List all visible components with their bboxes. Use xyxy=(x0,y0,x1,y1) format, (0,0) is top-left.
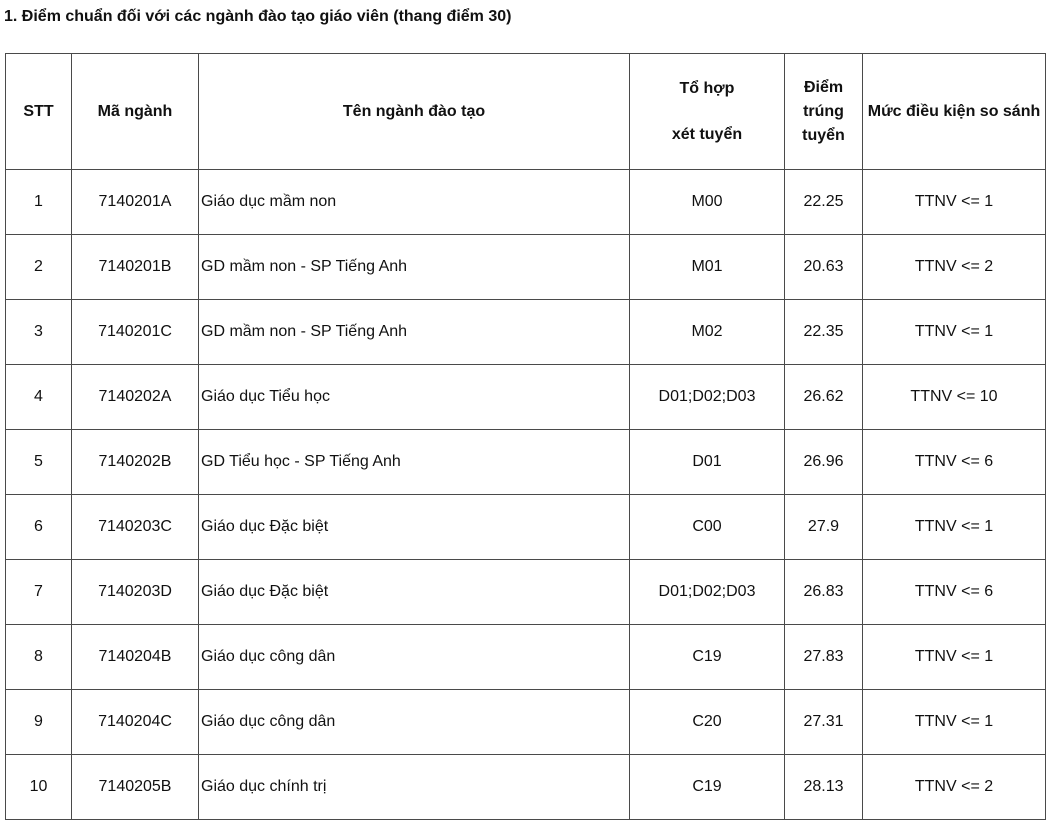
cell-code: 7140204B xyxy=(72,625,199,690)
cell-name: Giáo dục công dân xyxy=(199,690,630,755)
cell-condition: TTNV <= 6 xyxy=(863,560,1046,625)
cell-stt: 9 xyxy=(6,690,72,755)
cell-name: Giáo dục Đặc biệt xyxy=(199,560,630,625)
header-condition: Mức điều kiện so sánh xyxy=(863,54,1046,170)
table-row xyxy=(6,560,1046,625)
header-score-line1: Điểm xyxy=(803,78,844,96)
header-name: Tên ngành đào tạo xyxy=(199,54,630,170)
header-code: Mã ngành xyxy=(72,54,199,170)
cell-score: 27.9 xyxy=(785,495,863,560)
cell-stt: 1 xyxy=(6,170,72,235)
cell-name: GD mầm non - SP Tiếng Anh xyxy=(199,300,630,365)
table-row xyxy=(6,235,1046,300)
table-row xyxy=(6,625,1046,690)
table-row xyxy=(6,365,1046,430)
cell-condition: TTNV <= 1 xyxy=(863,170,1046,235)
cell-stt: 10 xyxy=(6,755,72,820)
cell-code: 7140201C xyxy=(72,300,199,365)
cell-condition: TTNV <= 6 xyxy=(863,430,1046,495)
cell-condition: TTNV <= 1 xyxy=(863,690,1046,755)
table-body xyxy=(6,170,1046,820)
cell-code: 7140201B xyxy=(72,235,199,300)
cell-name: GD mầm non - SP Tiếng Anh xyxy=(199,235,630,300)
cell-combination: D01 xyxy=(630,430,785,495)
cell-stt: 6 xyxy=(6,495,72,560)
header-combination xyxy=(630,54,785,170)
header-score-line2: trúng xyxy=(803,102,844,120)
table-row xyxy=(6,755,1046,820)
table-row xyxy=(6,430,1046,495)
cell-score: 20.63 xyxy=(785,235,863,300)
cell-combination: C19 xyxy=(630,625,785,690)
cell-code: 7140203C xyxy=(72,495,199,560)
cell-condition: TTNV <= 1 xyxy=(863,625,1046,690)
cell-code: 7140205B xyxy=(72,755,199,820)
cell-name: Giáo dục mầm non xyxy=(199,170,630,235)
cell-score: 27.31 xyxy=(785,690,863,755)
cell-stt: 8 xyxy=(6,625,72,690)
cell-combination: C20 xyxy=(630,690,785,755)
cell-score: 27.83 xyxy=(785,625,863,690)
cell-condition: TTNV <= 1 xyxy=(863,495,1046,560)
cell-code: 7140202B xyxy=(72,430,199,495)
cell-score: 22.35 xyxy=(785,300,863,365)
table-row xyxy=(6,170,1046,235)
cell-combination: C00 xyxy=(630,495,785,560)
cell-combination: D01;D02;D03 xyxy=(630,560,785,625)
cell-condition: TTNV <= 2 xyxy=(863,755,1046,820)
cell-code: 7140203D xyxy=(72,560,199,625)
cell-score: 26.96 xyxy=(785,430,863,495)
page-title: 1. Điểm chuẩn đối với các ngành đào tạo giáo viên (thang điểm 30) xyxy=(4,8,512,25)
header-combination-line1: Tổ hợp xyxy=(679,79,735,97)
cell-stt: 3 xyxy=(6,300,72,365)
cell-stt: 7 xyxy=(6,560,72,625)
header-score xyxy=(785,54,863,170)
cell-stt: 5 xyxy=(6,430,72,495)
cell-combination: M02 xyxy=(630,300,785,365)
header-combination-line2: xét tuyển xyxy=(671,125,743,143)
cell-name: Giáo dục Tiểu học xyxy=(199,365,630,430)
cell-name: Giáo dục Đặc biệt xyxy=(199,495,630,560)
cell-combination: D01;D02;D03 xyxy=(630,365,785,430)
cell-condition: TTNV <= 2 xyxy=(863,235,1046,300)
header-stt: STT xyxy=(6,54,72,170)
cell-score: 26.62 xyxy=(785,365,863,430)
cell-score: 26.83 xyxy=(785,560,863,625)
cell-combination: C19 xyxy=(630,755,785,820)
cell-stt: 4 xyxy=(6,365,72,430)
cell-name: GD Tiểu học - SP Tiếng Anh xyxy=(199,430,630,495)
cell-code: 7140202A xyxy=(72,365,199,430)
table-row xyxy=(6,495,1046,560)
cell-name: Giáo dục chính trị xyxy=(199,755,630,820)
cell-stt: 2 xyxy=(6,235,72,300)
table-row xyxy=(6,300,1046,365)
table-header-row xyxy=(6,54,1046,170)
admission-scores-table xyxy=(5,53,1046,820)
cell-code: 7140204C xyxy=(72,690,199,755)
header-score-line3: tuyển xyxy=(802,126,845,144)
cell-combination: M01 xyxy=(630,235,785,300)
cell-combination: M00 xyxy=(630,170,785,235)
cell-condition: TTNV <= 10 xyxy=(863,365,1046,430)
cell-score: 22.25 xyxy=(785,170,863,235)
cell-name: Giáo dục công dân xyxy=(199,625,630,690)
cell-score: 28.13 xyxy=(785,755,863,820)
cell-code: 7140201A xyxy=(72,170,199,235)
table-row xyxy=(6,690,1046,755)
cell-condition: TTNV <= 1 xyxy=(863,300,1046,365)
